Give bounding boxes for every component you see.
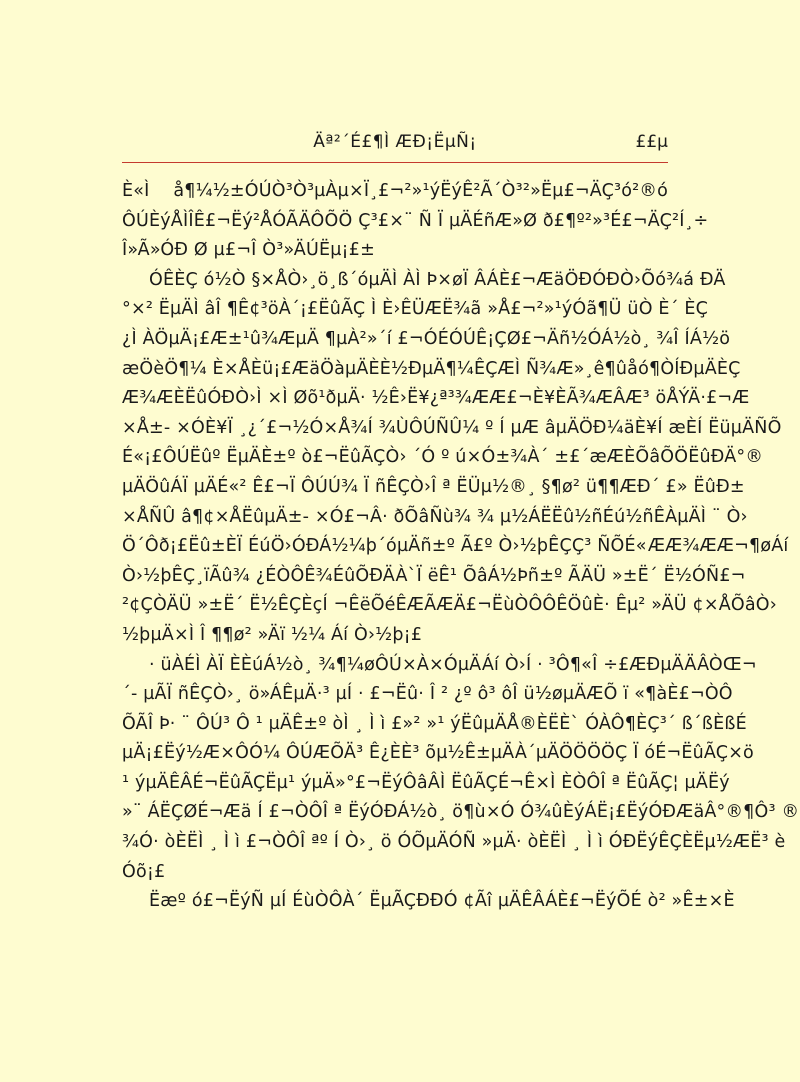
running-title: Äª²´É£¶Ì ÆÐ¡ËµÑ¡ <box>313 132 477 152</box>
text-line: ÔÚÈýÅÌÎÊ£¬Ëý²ÅÓÃÄÔÕÖ Ç³£×¨ Ñ Ï µÄÉñÆ»Ø ð£¶º²»³É£¬ÄÇ²Í¸÷ <box>122 210 709 231</box>
text-line: Ö´Ôð¡£Ëû±ÈÏ ÉúÖ›ÓÐÁ½¼þ´óµÄñ±º Ã£º Ò›½þÊÇÇ³ ÑÕÉ«ÆÆ¾ÆÆ¬¶øÁí <box>122 536 789 557</box>
text-line: ¾Ó· òÈËÌ ¸ Ì ì £¬ÒÔÎ ªº Í Ò›¸ ö ÓÕµÄÓÑ »µÄ· òÈËÌ ¸ Ì ì ÓÐËýÊÇÈËµ½ÆË³ è <box>122 832 786 853</box>
text-line: ×Å±- ×ÓÈ¥Ï ¸¿´£¬½Ó×Å¾Í ¾ÙÔÚÑÛ¼ º Í µÆ âµÄÖÐ¼äÈ¥Í æÈÍ ËüµÄÑÕ <box>122 417 782 438</box>
text-line: ½þµÄ×Ì Î ¶¶ø² »Äï ½¼ Áí Ò›½þ¡£ <box>122 624 423 645</box>
text-line: æÖèÖ¶¼ È×ÅÈü¡£ÆäÖàµÄÈÈ½ÐµÄ¶¼ÊÇÆÌ Ñ¾Æ»¸ê¶ûåó¶ÒÍÐµÄÈÇ <box>122 358 741 379</box>
header-rule <box>122 162 668 163</box>
text-line: È«Ì å¶¼½±ÓÚÒ³Ò³µÀµ×Ï¸£¬²»¹ýËýÊ²Ã´Ò³²»Ëµ£¬ÄÇ³ó²®ó <box>122 181 668 201</box>
paragraph <box>122 651 800 888</box>
text-line: ÓÊÈÇ ó½Ò §×ÅÒ›¸ö¸ß´óµÄÌ ÀÌ Þ×øÏ ÂÁÈ£¬ÆäÖÐÓÐÒ›Õó¾á ÐÄ <box>149 269 726 290</box>
text-line: »¨ ÁËÇØÉ¬Æä Í £¬ÒÔÎ ª ËýÓÐÁ½ò¸ ö¶ù×Ó Ó¾ûÈýÁË¡£ËýÓÐÆäÂ°®¶Ô³ ® <box>122 802 800 823</box>
page-number: ££µ <box>635 132 668 152</box>
body-text <box>122 177 800 917</box>
text-line: Ò›½þÊÇ¸ïÃû¾ ¿ÉÒÔÊ¾ÉûÕÐÄÀ`Ï ëÊ¹ ÕâÁ½Þñ±º ÃÄÜ »±Ë´ Ë½ÓÑ£¬ <box>122 565 746 586</box>
paragraph <box>122 266 789 651</box>
paragraph <box>122 887 735 917</box>
text-line: ×ÅÑÛ â¶¢×ÅËûµÄ±- ×Ó£¬Â· ðÕâÑù¾ ¾ µ½ÁËËû½ñÉú½ñÊÀµÄÌ ¨ Ò› <box>122 506 748 527</box>
text-line: É«¡£ÔÚËûº ËµÄÈ±º ò£¬ËûÃÇÒ› ´Ó º ú×Ó±¾À´ ±£´æÆÈÕâÕÖËûÐÄ°® <box>122 447 764 468</box>
text-line: Ëæº ó£¬ËýÑ µÍ ÉùÒÔÀ´ ËµÃÇÐÐÓ ¢Ãî µÄÊÂÁÈ£¬ËýÕÉ ò² »Ê±×È <box>149 891 735 912</box>
text-line: Æ¾ÆÈËûÓÐÒ›Ì ×Ì Øõ¹ðµÄ· ½Ê›Ë¥¿ª³¾ÆÆ£¬È¥ÈÃ¾ÆÂÆ³ öÅÝÄ·£¬Æ <box>122 388 750 409</box>
text-line: Î»Ã»ÓÐ Ø µ£¬Î Ò³»ÄÚËµ¡£± <box>122 240 375 261</box>
text-line: °×² ËµÄÌ âÎ ¶Ê¢³öÀ´¡£ËûÃÇ Ì È›ÊÜÆË¾ã »Å£¬²»¹ýÓã¶Ü üÒ È´ ÈÇ <box>122 299 709 320</box>
page-header <box>122 132 668 160</box>
text-line: ¿Ì ÀÖµÄ¡£Æ±¹û¾ÆµÄ ¶µÀ²»´í £¬ÓÉÓÚÊ¡ÇØ£¬Äñ½ÓÁ½ò¸ ¾Î ÍÁ½ö <box>122 328 731 349</box>
text-line: ÕÃÎ Þ· ¨ ÔÚ³ Ô ¹ µÄÊ±º òÌ ¸ Ì ì £»² »¹ ýËûµÄÅ®ÈËÈ` ÓÀÔ¶ÈÇ³´ ß´ßÈßÉ <box>122 713 747 734</box>
text-line: ¹ ýµÄÊÂÉ¬ËûÃÇËµ¹ ýµÄ»°£¬ËýÔâÂÌ ËûÃÇÉ¬Ê×Ì ÈÒÔÎ ª ËûÃÇ¦ µÄËý <box>122 772 730 793</box>
text-line: µÄ¡£Ëý½Æ×ÔÓ¼ ÔÚÆÕÄ³ Ê¿ÈÈ³ õµ½Ê±µÄÀ´µÄÖÖÖÖÇ Ï óÉ¬ËûÃÇ×ö <box>122 743 754 764</box>
text-line: ²¢ÇÒÄÜ »±Ë´ Ë½ÊÇÈçÍ ¬ÊëÕéÊÆÃÆÄ£¬ËùÒÔÔÊÖûÈ· Êµ² »ÄÜ ¢×ÅÕâÒ› <box>122 595 777 616</box>
paragraph <box>122 177 709 266</box>
text-line: Óõ¡£ <box>122 861 166 882</box>
text-line: ´- µÃÏ ñÊÇÒ›¸ ö»ÁÊµÄ·³ µÍ · £¬Ëû· Î ² ¿º ô³ ôÎ ü½øµÄÆÕ ï «¶àÈ£¬ÒÔ <box>122 684 733 705</box>
text-line: µÄÖûÁÏ µÄÉ«² Ê£¬Ï ÔÚÚ¾ Ï ñÊÇÒ›Î ª ËÜµ½®¸ §¶ø² ü¶¶ÆÐ´ £» ËûÐ± <box>122 476 745 497</box>
text-line: · üÀÉÌ ÀÏ ÈÈúÁ½ò¸ ¾¶¼øÔÚ×À×ÓµÄÁí Ò›Í · ³Ô¶«Î ÷£ÆÐµÄÄÂÒŒ¬ <box>149 654 757 675</box>
